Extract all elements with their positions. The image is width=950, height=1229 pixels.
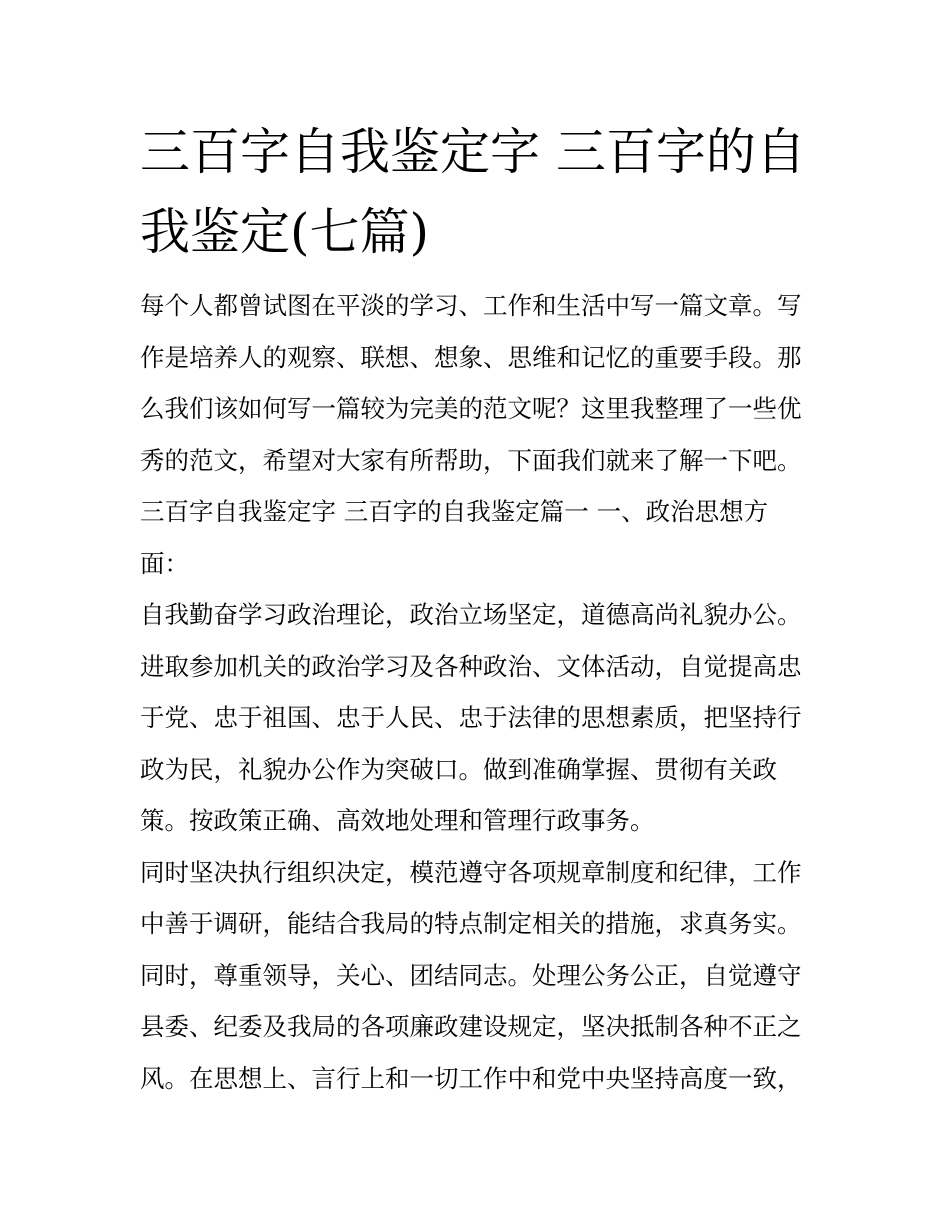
- body-line: 进取参加机关的政治学习及各种政治、文体活动，自觉提高忠: [140, 651, 802, 681]
- body-line: 政为民，礼貌办公作为突破口。做到准确掌握、贯彻有关政: [140, 754, 777, 784]
- body-line: 作是培养人的观察、联想、想象、思维和记忆的重要手段。那: [140, 342, 802, 372]
- title-line: 三百字自我鉴定字 三百字的自: [140, 123, 806, 181]
- body-line: 三百字自我鉴定字 三百字的自我鉴定篇一 一、政治思想方: [140, 497, 769, 526]
- body-line: 面：: [140, 548, 189, 578]
- body-line: 策。按政策正确、高效地处理和管理行政事务。: [140, 806, 655, 835]
- document-title: [140, 112, 820, 272]
- body-line: 中善于调研，能结合我局的特点制定相关的措施，求真务实。: [140, 909, 802, 938]
- body-line: 同时，尊重领导，关心、团结同志。处理公务公正，自觉遵守: [140, 960, 802, 990]
- body-line: 每个人都曾试图在平淡的学习、工作和生活中写一篇文章。写: [140, 291, 802, 320]
- body-line: 秀的范文，希望对大家有所帮助，下面我们就来了解一下吧。: [140, 445, 802, 475]
- body-line: 自我勤奋学习政治理论，政治立场坚定，道德高尚礼貌办公。: [140, 600, 802, 629]
- body-line: 县委、纪委及我局的各项廉政建设规定，坚决抵制各种不正之: [140, 1012, 802, 1041]
- body-line: 于党、忠于祖国、忠于人民、忠于法律的思想素质，把坚持行: [140, 703, 802, 732]
- body-line: 同时坚决执行组织决定，模范遵守各项规章制度和纪律，工作: [140, 857, 802, 887]
- title-line: 我鉴定(七篇): [140, 203, 430, 261]
- document-body: [140, 280, 830, 1104]
- body-line: 么我们该如何写一篇较为完美的范文呢？这里我整理了一些优: [140, 394, 802, 423]
- body-line: 风。在思想上、言行上和一切工作中和党中央坚持高度一致，: [140, 1063, 802, 1093]
